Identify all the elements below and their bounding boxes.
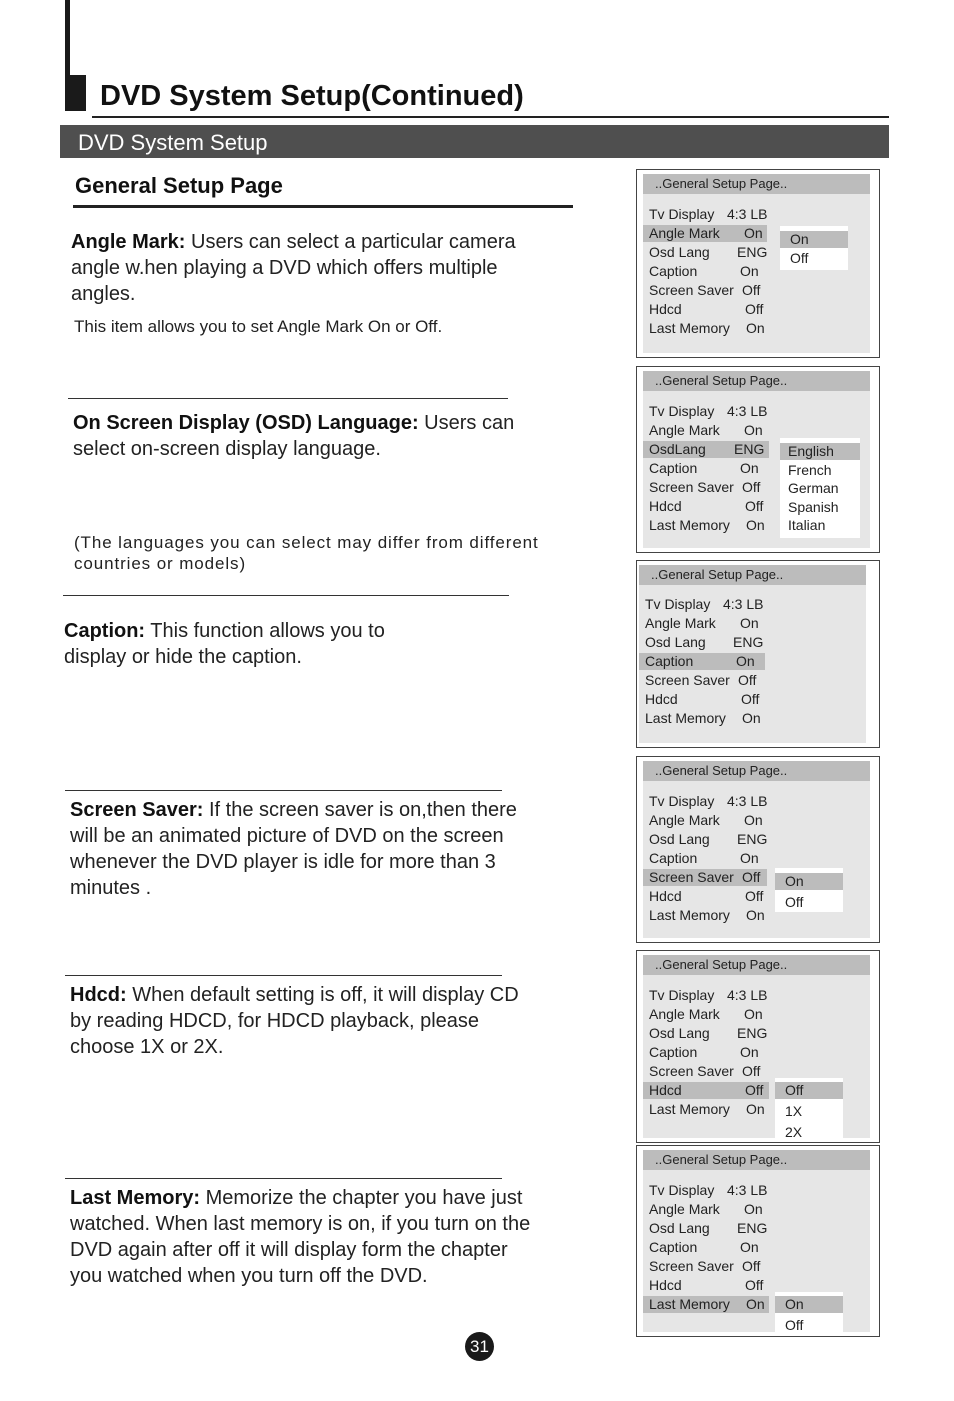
menu-item-last-memory[interactable] xyxy=(639,710,769,727)
hdcd-text: When default setting is off, it will display CD by reading HDCD, for HDCD playback, please choose 1X or 2X. xyxy=(70,984,519,1058)
menu-item-value: On xyxy=(740,1239,759,1255)
menu-item-screen-saver[interactable] xyxy=(643,282,773,299)
option-spanish[interactable]: Spanish xyxy=(788,499,839,515)
menu-item-value: On xyxy=(744,422,763,438)
menu-item-value: Off xyxy=(742,869,761,885)
menu-item-value: ENG xyxy=(734,441,765,457)
menu-item-value: Off xyxy=(745,888,764,904)
menu-item-value: On xyxy=(740,850,759,866)
menu-item-hdcd[interactable] xyxy=(643,498,773,515)
angle-mark-term: Angle Mark: xyxy=(71,231,186,253)
option-english[interactable]: English xyxy=(780,443,860,460)
option-off[interactable]: Off xyxy=(775,1082,843,1099)
menu-item-angle-mark[interactable] xyxy=(643,1006,773,1023)
menu-item-label: Osd Lang xyxy=(645,634,706,650)
options-list xyxy=(775,1292,843,1332)
menu-item-tv-display[interactable] xyxy=(643,987,773,1004)
menu-item-label: Angle Mark xyxy=(649,812,720,828)
menu-item-value: ENG xyxy=(737,244,768,260)
options-list xyxy=(780,226,848,270)
option-2x[interactable]: 2X xyxy=(785,1124,803,1140)
menu-item-angle-mark[interactable] xyxy=(639,615,769,632)
osd-paragraph xyxy=(73,410,528,462)
option-on[interactable]: On xyxy=(775,873,843,890)
menu-item-value: 4:3 LB xyxy=(723,596,764,612)
menu-item-tv-display[interactable] xyxy=(643,793,773,810)
menu-item-label: Screen Saver xyxy=(649,282,734,298)
caption-text: This function allows you to display or hide the caption. xyxy=(64,620,385,668)
screen-saver-paragraph xyxy=(70,797,535,901)
menu-item-osd-lang[interactable] xyxy=(643,244,773,261)
option-on[interactable]: On xyxy=(775,1296,843,1313)
menu-item-label: Osd Lang xyxy=(649,831,710,847)
menu-header: ..General Setup Page.. xyxy=(643,174,870,194)
angle-mark-note: This item allows you to set Angle Mark On or Off. xyxy=(74,317,443,336)
menu-item-value: On xyxy=(744,225,763,241)
menu-item-label: Tv Display xyxy=(649,1182,715,1198)
menu-item-label: Caption xyxy=(649,1239,698,1255)
menu-item-hdcd[interactable] xyxy=(643,888,773,905)
menu-item-label: Last Memory xyxy=(649,1296,730,1312)
menu-item-caption[interactable] xyxy=(643,263,773,280)
menu-item-caption[interactable] xyxy=(643,460,773,477)
menu-item-value: On xyxy=(744,1006,763,1022)
menu-item-value: On xyxy=(746,1296,765,1312)
angle-mark-paragraph xyxy=(71,229,536,307)
menu-item-caption[interactable] xyxy=(643,1044,773,1061)
title-divider xyxy=(92,116,889,118)
subsection-divider xyxy=(73,205,573,208)
menu-item-screen-saver[interactable] xyxy=(643,479,773,496)
menu-item-label: Angle Mark xyxy=(645,615,716,631)
section-divider xyxy=(68,398,508,399)
menu-item-value: 4:3 LB xyxy=(727,1182,768,1198)
menu-item-value: Off xyxy=(742,479,761,495)
menu-item-last-memory[interactable] xyxy=(643,517,773,534)
menu-item-label: Hdcd xyxy=(649,888,682,904)
menu-panel-screen-saver xyxy=(636,756,880,943)
menu-item-label: Angle Mark xyxy=(649,1201,720,1217)
menu-item-label: Tv Display xyxy=(645,596,711,612)
section-divider xyxy=(63,595,509,596)
menu-item-value: On xyxy=(740,460,759,476)
menu-item-value: On xyxy=(740,263,759,279)
section-banner-label: DVD System Setup xyxy=(78,130,268,155)
menu-item-value: On xyxy=(746,320,765,336)
menu-item-last-memory[interactable] xyxy=(643,1296,769,1313)
menu-item-last-memory[interactable] xyxy=(643,1101,773,1118)
menu-item-osd-lang[interactable] xyxy=(643,441,769,458)
hdcd-paragraph xyxy=(70,982,535,1060)
menu-item-label: Osd Lang xyxy=(649,1025,710,1041)
option-off[interactable]: Off xyxy=(785,894,804,910)
menu-item-tv-display[interactable] xyxy=(643,1182,773,1199)
menu-item-label: Caption xyxy=(649,1044,698,1060)
menu-item-label: Osd Lang xyxy=(649,244,710,260)
menu-item-label: Caption xyxy=(649,263,698,279)
section-banner xyxy=(60,125,889,158)
menu-panel-last-memory xyxy=(636,1145,880,1337)
menu-item-value: On xyxy=(746,1101,765,1117)
options-list xyxy=(775,1078,843,1140)
menu-item-value: ENG xyxy=(737,831,768,847)
last-memory-text: Memorize the chapter you have just watched. When last memory is on, if you turn on the DVD again after off it will display form the chapter you watched when you turn off the DVD. xyxy=(70,1187,531,1287)
option-off[interactable]: Off xyxy=(790,250,809,266)
options-list xyxy=(775,868,843,912)
menu-item-angle-mark[interactable] xyxy=(643,225,767,242)
menu-item-caption[interactable] xyxy=(643,1239,773,1256)
option-french[interactable]: French xyxy=(788,462,832,478)
menu-panel-osd-lang xyxy=(636,366,880,553)
menu-item-value: Off xyxy=(742,1063,761,1079)
menu-item-value: On xyxy=(744,812,763,828)
menu-item-osd-lang[interactable] xyxy=(643,831,773,848)
section-divider xyxy=(65,790,502,791)
menu-item-osd-lang[interactable] xyxy=(639,634,769,651)
menu-screen xyxy=(643,761,870,938)
menu-header: ..General Setup Page.. xyxy=(639,565,866,585)
menu-item-value: Off xyxy=(745,1082,764,1098)
subsection-title: General Setup Page xyxy=(75,173,283,198)
menu-item-value: ENG xyxy=(733,634,764,650)
menu-item-hdcd[interactable] xyxy=(643,1277,773,1294)
menu-panel-caption xyxy=(636,560,880,748)
section-divider xyxy=(65,1178,502,1179)
menu-item-angle-mark[interactable] xyxy=(643,422,773,439)
menu-item-hdcd[interactable] xyxy=(643,1082,769,1099)
menu-item-label: Tv Display xyxy=(649,206,715,222)
menu-item-value: 4:3 LB xyxy=(727,403,768,419)
menu-item-screen-saver[interactable] xyxy=(643,1063,773,1080)
menu-item-osd-lang[interactable] xyxy=(643,1025,773,1042)
menu-item-label: Hdcd xyxy=(649,498,682,514)
menu-item-last-memory[interactable] xyxy=(643,907,773,924)
option-off[interactable]: Off xyxy=(785,1317,804,1333)
menu-screen xyxy=(639,565,866,743)
last-memory-term: Last Memory: xyxy=(70,1187,201,1209)
menu-item-label: Hdcd xyxy=(649,1082,682,1098)
menu-item-label: Tv Display xyxy=(649,793,715,809)
menu-screen xyxy=(643,955,870,1138)
menu-item-label: OsdLang xyxy=(649,441,706,457)
menu-item-value: Off xyxy=(745,301,764,317)
menu-item-value: Off xyxy=(745,498,764,514)
menu-item-value: Off xyxy=(745,1277,764,1293)
options-list xyxy=(780,438,860,538)
option-german[interactable]: German xyxy=(788,480,839,496)
screen-saver-term: Screen Saver: xyxy=(70,799,204,821)
menu-item-value: Off xyxy=(738,672,757,688)
menu-item-label: Screen Saver xyxy=(645,672,730,688)
menu-item-label: Tv Display xyxy=(649,987,715,1003)
menu-item-label: Last Memory xyxy=(649,517,730,533)
menu-item-label: Caption xyxy=(645,653,694,669)
menu-item-label: Hdcd xyxy=(649,1277,682,1293)
menu-item-label: Caption xyxy=(649,850,698,866)
option-1x[interactable]: 1X xyxy=(785,1103,803,1119)
menu-item-osd-lang[interactable] xyxy=(643,1220,773,1237)
angle-mark-text: Users can select a particular camera angle w.hen playing a DVD which offers multiple angles. xyxy=(71,231,516,305)
menu-item-last-memory[interactable] xyxy=(643,320,773,337)
menu-item-screen-saver[interactable] xyxy=(643,869,767,886)
menu-item-value: Off xyxy=(742,282,761,298)
menu-item-hdcd[interactable] xyxy=(639,691,769,708)
menu-item-label: Osd Lang xyxy=(649,1220,710,1236)
section-divider xyxy=(65,975,502,976)
menu-header: ..General Setup Page.. xyxy=(643,955,870,975)
menu-item-label: Screen Saver xyxy=(649,869,734,885)
menu-item-screen-saver[interactable] xyxy=(639,672,769,689)
menu-panel-angle-mark xyxy=(636,169,880,358)
menu-panel-hdcd xyxy=(636,950,880,1143)
menu-item-label: Hdcd xyxy=(645,691,678,707)
menu-item-value: 4:3 LB xyxy=(727,793,768,809)
menu-item-value: ENG xyxy=(737,1025,768,1041)
menu-item-angle-mark[interactable] xyxy=(643,1201,773,1218)
menu-screen xyxy=(643,371,870,548)
menu-item-screen-saver[interactable] xyxy=(643,1258,773,1275)
menu-screen xyxy=(643,1150,870,1332)
menu-item-tv-display[interactable] xyxy=(643,206,773,223)
menu-header: ..General Setup Page.. xyxy=(643,1150,870,1170)
menu-item-value: 4:3 LB xyxy=(727,987,768,1003)
caption-paragraph xyxy=(64,618,424,670)
menu-item-label: Angle Mark xyxy=(649,422,720,438)
menu-item-value: On xyxy=(742,710,761,726)
menu-item-value: On xyxy=(740,1044,759,1060)
menu-item-value: Off xyxy=(742,1258,761,1274)
menu-item-value: ENG xyxy=(737,1220,768,1236)
option-on[interactable]: On xyxy=(780,231,848,248)
menu-item-value: 4:3 LB xyxy=(727,206,768,222)
menu-item-caption[interactable] xyxy=(643,850,773,867)
screen-saver-text: If the screen saver is on,then there will be an animated picture of DVD on the screen whenever the DVD player is idle for more than 3 minutes . xyxy=(70,799,517,899)
menu-item-label: Last Memory xyxy=(649,1101,730,1117)
menu-item-label: Tv Display xyxy=(649,403,715,419)
menu-item-value: Off xyxy=(741,691,760,707)
menu-screen xyxy=(643,174,870,353)
menu-item-label: Screen Saver xyxy=(649,1063,734,1079)
last-memory-paragraph xyxy=(70,1185,535,1289)
menu-item-label: Screen Saver xyxy=(649,479,734,495)
menu-item-label: Screen Saver xyxy=(649,1258,734,1274)
menu-item-caption[interactable] xyxy=(639,653,765,670)
menu-header: ..General Setup Page.. xyxy=(643,761,870,781)
menu-item-angle-mark[interactable] xyxy=(643,812,773,829)
menu-item-label: Angle Mark xyxy=(649,1006,720,1022)
menu-item-tv-display[interactable] xyxy=(639,596,769,613)
hdcd-term: Hdcd: xyxy=(70,984,127,1006)
caption-term: Caption: xyxy=(64,620,146,642)
osd-text: Users can select on-screen display language. xyxy=(73,412,515,460)
option-italian[interactable]: Italian xyxy=(788,517,826,533)
osd-term: On Screen Display (OSD) Language: xyxy=(73,412,419,434)
menu-item-value: On xyxy=(736,653,755,669)
menu-item-value: On xyxy=(746,517,765,533)
osd-note: (The languages you can select may differ from different countries or models) xyxy=(74,533,539,573)
menu-item-value: On xyxy=(746,907,765,923)
menu-item-value: On xyxy=(744,1201,763,1217)
menu-item-value: On xyxy=(740,615,759,631)
menu-item-label: Angle Mark xyxy=(649,225,720,241)
menu-item-label: Caption xyxy=(649,460,698,476)
menu-item-hdcd[interactable] xyxy=(643,301,773,318)
header-block xyxy=(65,75,86,111)
menu-header: ..General Setup Page.. xyxy=(643,371,870,391)
menu-item-label: Last Memory xyxy=(649,907,730,923)
page-title: DVD System Setup(Continued) xyxy=(100,80,524,112)
page-number: 31 xyxy=(465,1332,494,1361)
menu-item-label: Last Memory xyxy=(645,710,726,726)
menu-item-label: Hdcd xyxy=(649,301,682,317)
menu-item-tv-display[interactable] xyxy=(643,403,773,420)
menu-item-label: Last Memory xyxy=(649,320,730,336)
